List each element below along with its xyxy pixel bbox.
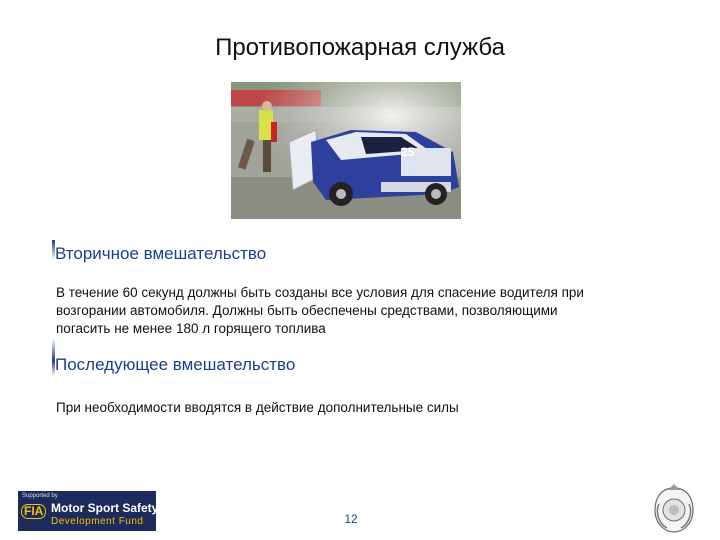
section-text-subsequent: При необходимости вводятся в действие дополнительные силы	[56, 400, 459, 415]
logo-title: Motor Sport Safety	[51, 501, 159, 515]
car-number: 25	[401, 145, 415, 159]
section-text-secondary	[56, 284, 696, 338]
text-line: погасить не менее 180 л горящего топлива	[56, 321, 326, 336]
logo-subtitle: Development Fund	[51, 516, 144, 527]
fia-fund-logo	[18, 491, 159, 531]
slide-title: Противопожарная служба	[215, 34, 505, 61]
rally-fire-photo	[231, 82, 461, 219]
text-line: В течение 60 секунд должны быть созданы все условия для спасение водителя при	[56, 285, 584, 300]
logo-fia: FIA	[21, 504, 46, 519]
text-line: возгорании автомобиля. Должны быть обеспечены средствами, позволяющими	[56, 303, 558, 318]
emblem-icon	[651, 484, 697, 536]
photo-illustration	[231, 82, 461, 219]
section-heading-secondary: Вторичное вмешательство	[55, 244, 267, 263]
section-heading-subsequent: Последующее вмешательство	[55, 355, 296, 374]
page-number: 12	[344, 512, 358, 526]
logo-supported-by: Supported by	[22, 493, 58, 499]
